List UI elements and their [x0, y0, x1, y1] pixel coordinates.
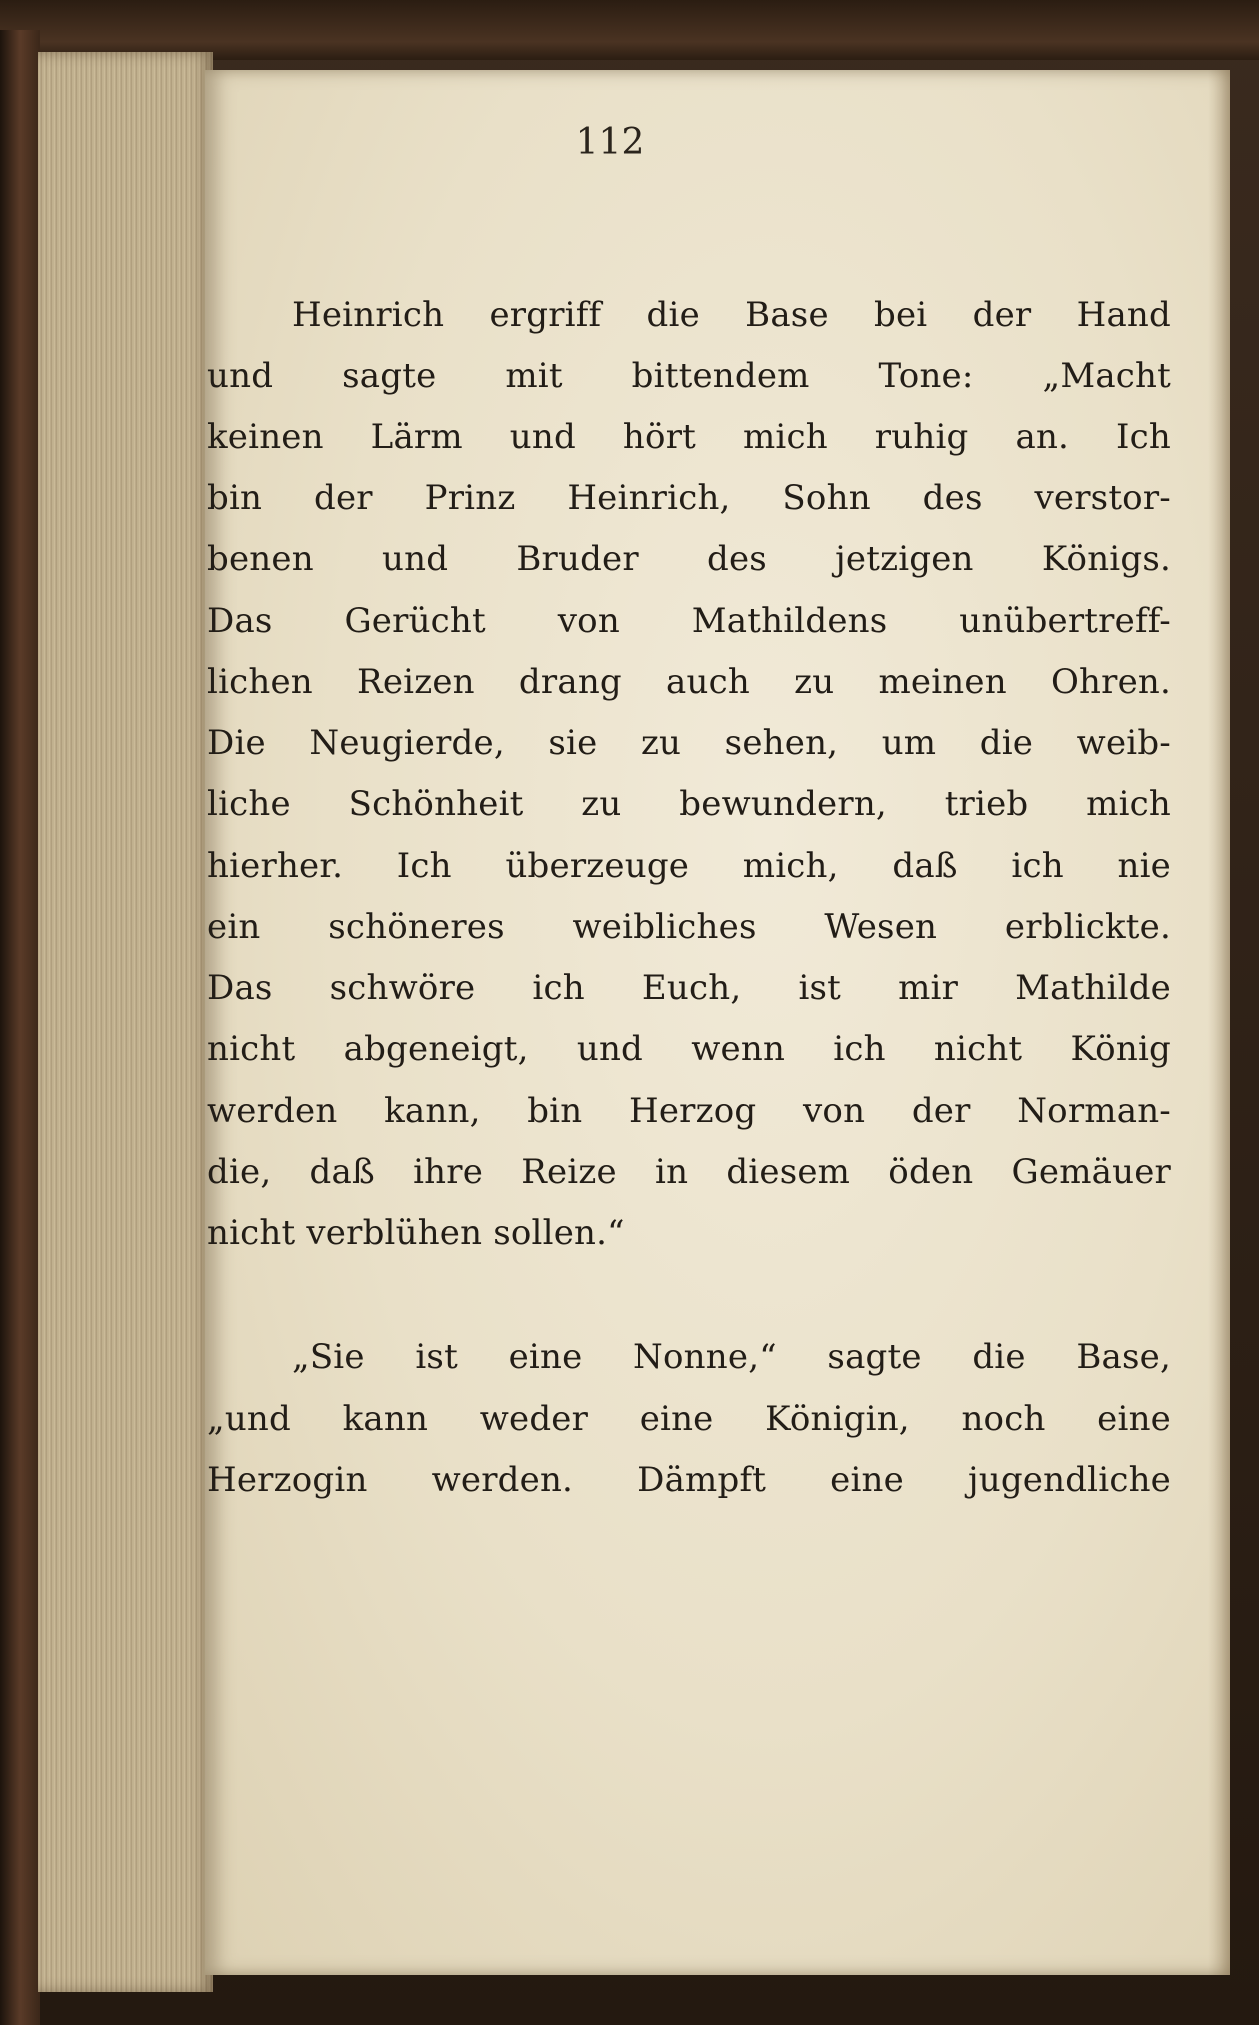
text-line-7: lichen Reizen drang auch zu meinen Ohren. — [207, 662, 1171, 702]
text-line-19: Herzogin werden. Dämpft eine jugendliche — [207, 1460, 1171, 1500]
page-block-edge — [38, 52, 213, 1992]
text-line-13: nicht abgeneigt, und wenn ich nicht König — [207, 1029, 1171, 1069]
text-line-18: „und kann weder eine Königin, noch eine — [207, 1399, 1171, 1439]
book-cover-left — [0, 30, 40, 2025]
page-edge-shadow — [1208, 70, 1230, 1975]
text-line-6: Das Gerücht von Mathildens unübertreff- — [207, 601, 1171, 641]
text-line-9: liche Schönheit zu bewundern, trieb mich — [207, 784, 1171, 824]
text-line-4: bin der Prinz Heinrich, Sohn des verstor- — [207, 478, 1171, 518]
text-line-5: benen und Bruder des jetzigen Königs. — [207, 539, 1171, 579]
page-number: 112 — [575, 122, 645, 163]
text-line-12: Das schwöre ich Euch, ist mir Mathilde — [207, 968, 1171, 1008]
book-cover-top — [0, 0, 1259, 60]
text-line-17: „Sie ist eine Nonne,“ sagte die Base, — [292, 1337, 1171, 1377]
text-line-1: Heinrich ergriff die Base bei der Hand — [292, 295, 1171, 335]
text-line-3: keinen Lärm und hört mich ruhig an. Ich — [207, 417, 1171, 457]
text-line-10: hierher. Ich überzeuge mich, daß ich nie — [207, 846, 1171, 886]
text-line-14: werden kann, bin Herzog von der Norman- — [207, 1091, 1171, 1131]
text-line-15: die, daß ihre Reize in diesem öden Gemäuer — [207, 1152, 1171, 1192]
text-line-2: und sagte mit bittendem Tone: „Macht — [207, 356, 1171, 396]
text-line-8: Die Neugierde, sie zu sehen, um die weib- — [207, 723, 1171, 763]
text-line-11: ein schöneres weibliches Wesen erblickte. — [207, 907, 1171, 947]
text-line-16: nicht verblühen sollen.“ — [207, 1213, 625, 1253]
